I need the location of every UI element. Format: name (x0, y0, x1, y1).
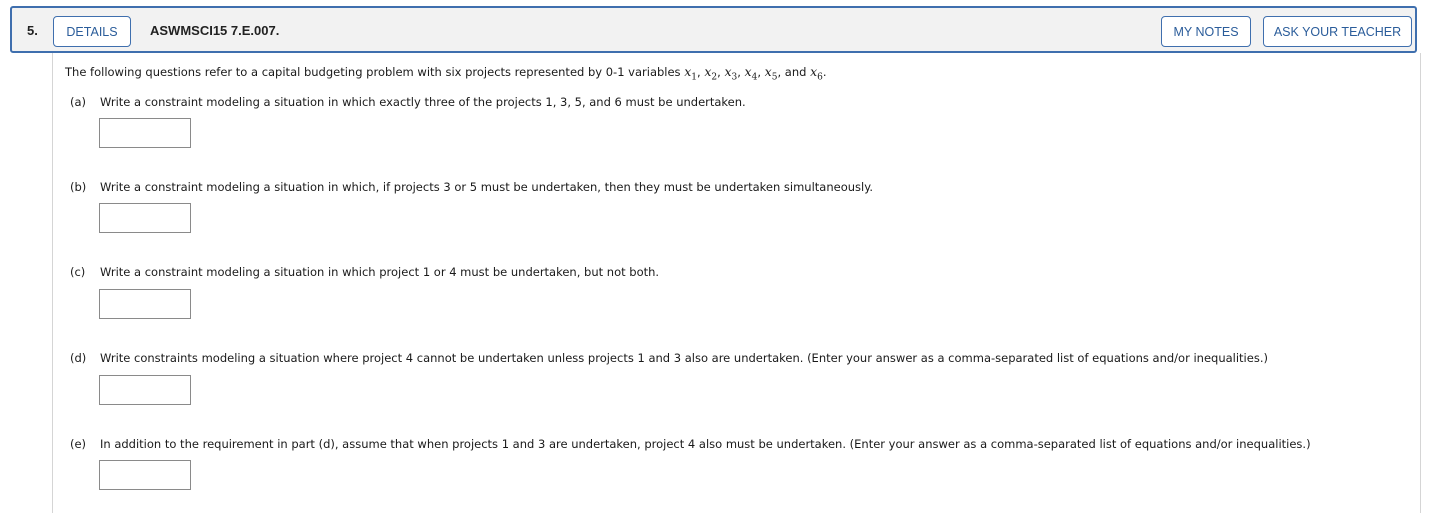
variable-x2: $x_2$ (704, 64, 718, 83)
part-text: In addition to the requirement in part (d), assume that when projects 1 and 3 are undertaken, project 4 also must be undertaken. (Enter your answer as a comma-separated list of equations and/or inequalities.) (100, 437, 1311, 451)
part-b-answer-input[interactable] (99, 203, 191, 233)
question-id: ASWMSCI15 7.E.007. (150, 23, 280, 38)
variable-x6: $x_6$ (810, 64, 823, 83)
variable-x3: $x_3$ (724, 64, 738, 83)
variable-x5: $x_5$ (764, 64, 778, 83)
part-label: (a) (70, 95, 87, 109)
variable-x1: $x_1$ (684, 64, 698, 83)
part-d-prompt (70, 351, 1268, 365)
part-d-answer-input[interactable] (99, 375, 191, 405)
intro-sentence: The following questions refer to a capital budgeting problem with six projects represented by 0-1 variables (65, 65, 681, 79)
my-notes-button[interactable]: MY NOTES (1161, 16, 1251, 47)
question-body (52, 53, 1421, 513)
variable-x4: $x_4$ (744, 64, 758, 83)
part-text: Write a constraint modeling a situation in which, if projects 3 or 5 must be undertaken, then they must be undertaken simultaneously. (100, 180, 874, 194)
part-label: (e) (70, 437, 87, 451)
question-header (10, 6, 1417, 53)
intro-text: The following questions refer to a capital budgeting problem with six projects represented by 0-1 variables $x_1$, $x_2$, $x_3$, $x_4$, $x_5$, and $x_6$. (65, 64, 827, 83)
part-text: Write constraints modeling a situation where project 4 cannot be undertaken unless projects 1 and 3 also are undertaken. (Enter your answer as a comma-separated list of equations and/or inequalities.) (100, 351, 1268, 365)
question-number: 5. (27, 23, 38, 38)
part-a-answer-input[interactable] (99, 118, 191, 148)
part-c-answer-input[interactable] (99, 289, 191, 319)
part-label: (d) (70, 351, 87, 365)
ask-your-teacher-button[interactable]: ASK YOUR TEACHER (1263, 16, 1412, 47)
details-button[interactable]: DETAILS (53, 16, 131, 47)
intro-conjunction: and (784, 65, 807, 79)
part-label: (c) (70, 265, 86, 279)
part-e-prompt (70, 437, 1311, 451)
part-a-prompt (70, 95, 746, 109)
part-c-prompt (70, 265, 659, 279)
part-label: (b) (70, 180, 87, 194)
part-text: Write a constraint modeling a situation in which exactly three of the projects 1, 3, 5, and 6 must be undertaken. (100, 95, 746, 109)
part-b-prompt (70, 180, 873, 194)
part-e-answer-input[interactable] (99, 460, 191, 490)
part-text: Write a constraint modeling a situation in which project 1 or 4 must be undertaken, but not both. (100, 265, 660, 279)
